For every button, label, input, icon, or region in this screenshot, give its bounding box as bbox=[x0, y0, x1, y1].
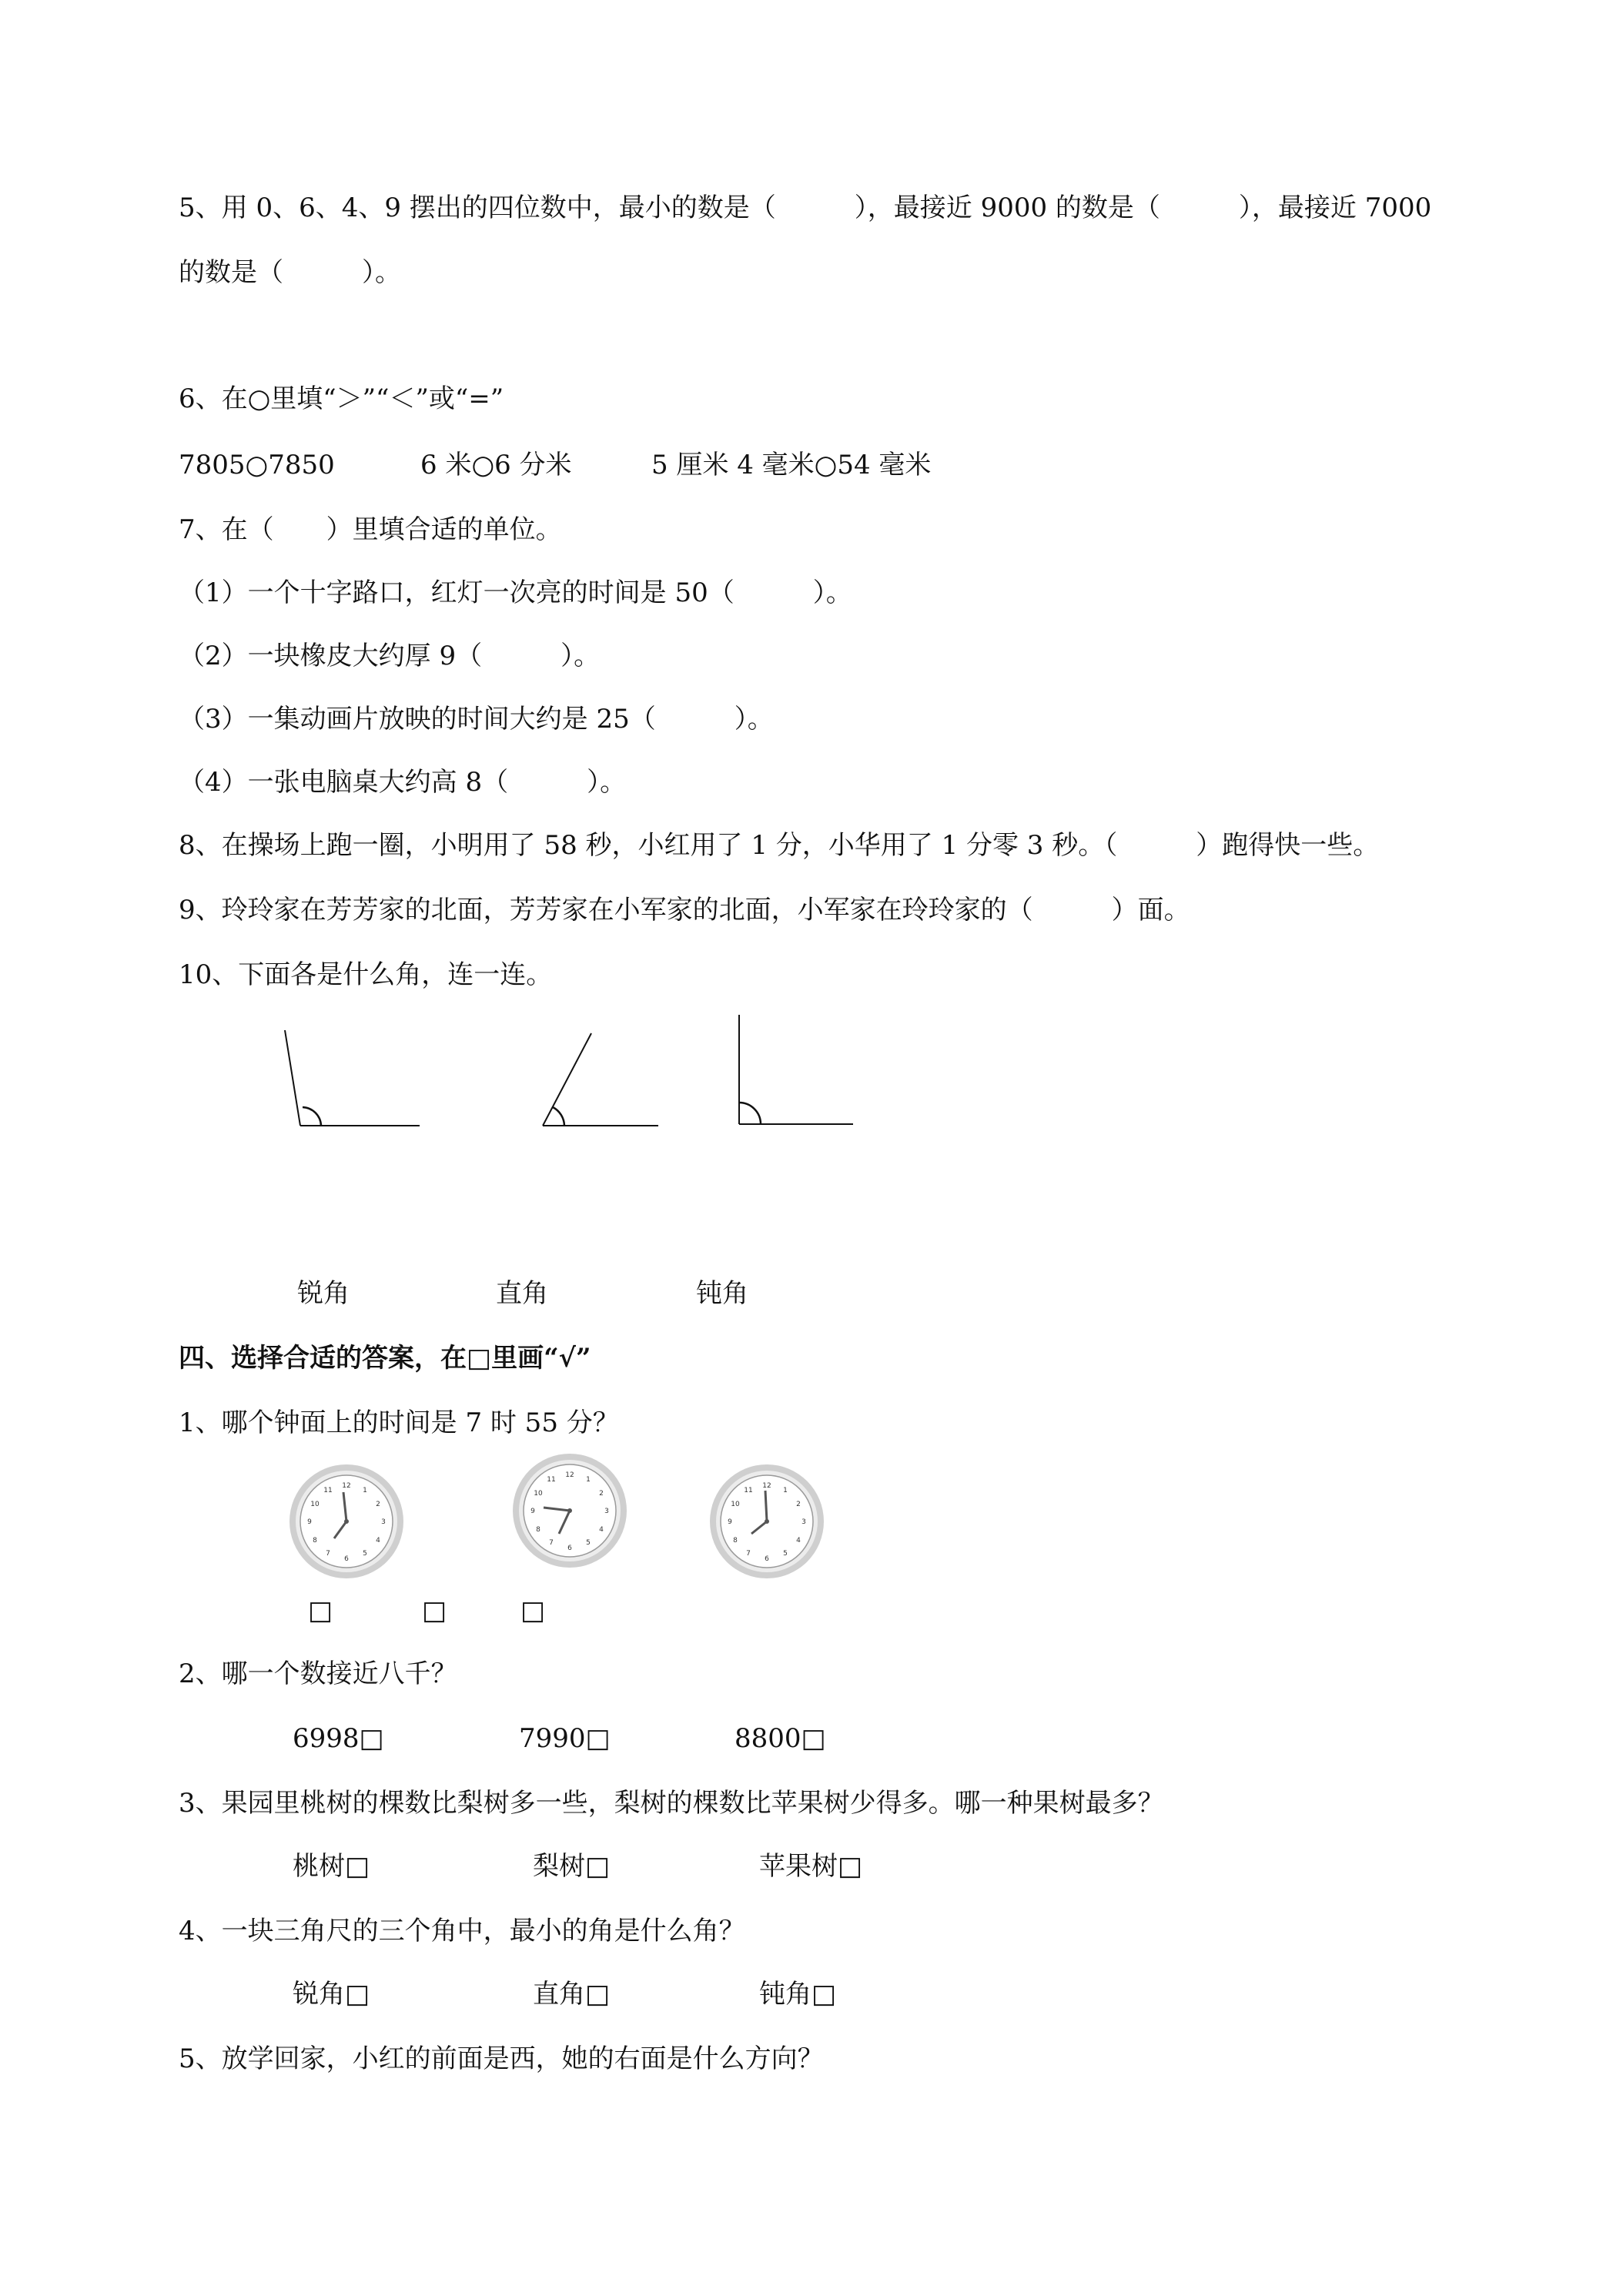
acute-angle-figure bbox=[531, 1024, 685, 1140]
svg-text:6: 6 bbox=[344, 1555, 349, 1563]
p4-q4-text: 4、一块三角尺的三个角中，最小的角是什么角？ bbox=[179, 1916, 745, 1946]
clock-face-2 bbox=[510, 1451, 630, 1571]
svg-text:10: 10 bbox=[731, 1501, 740, 1508]
svg-text:4: 4 bbox=[376, 1537, 380, 1545]
svg-text:9: 9 bbox=[307, 1518, 312, 1526]
svg-text:3: 3 bbox=[801, 1518, 806, 1526]
svg-text:3: 3 bbox=[381, 1518, 386, 1526]
obtuse-angle-figure bbox=[269, 1024, 423, 1140]
q10-label-obtuse: 钝角 bbox=[696, 1278, 748, 1309]
q6-item-1: 7805○7850 bbox=[179, 450, 335, 480]
clock-face-3 bbox=[707, 1461, 827, 1581]
q10-label-right: 直角 bbox=[496, 1278, 548, 1309]
svg-text:8: 8 bbox=[313, 1537, 317, 1545]
q8-text: 8、在操场上跑一圈，小明用了 58 秒，小红用了 1 分，小华用了 1 分零 3 秒。（ ）跑得快一些。 bbox=[179, 830, 1380, 861]
svg-text:2: 2 bbox=[599, 1490, 604, 1498]
q10-text: 10、下面各是什么角，连一连。 bbox=[179, 959, 553, 990]
q6-text: 6、在○里填“＞”“＜”或“=” bbox=[179, 383, 504, 414]
q10-label-acute: 锐角 bbox=[297, 1278, 350, 1309]
q6-item-2: 6 米○6 分米 bbox=[420, 450, 572, 480]
q7-sub-4: （4）一张电脑桌大约高 8（ ）。 bbox=[179, 767, 627, 798]
svg-text:1: 1 bbox=[586, 1476, 591, 1484]
svg-text:3: 3 bbox=[604, 1508, 609, 1515]
p4-q4-option-2[interactable]: 直角□ bbox=[533, 1979, 611, 2010]
p4-q5-text: 5、放学回家，小红的前面是西，她的右面是什么方向？ bbox=[179, 2043, 824, 2074]
svg-text:9: 9 bbox=[530, 1508, 535, 1515]
p4-q3-option-3[interactable]: 苹果树□ bbox=[759, 1851, 863, 1882]
svg-text:8: 8 bbox=[536, 1526, 540, 1534]
svg-text:4: 4 bbox=[599, 1526, 604, 1534]
p4-q2-option-1[interactable]: 6998□ bbox=[293, 1723, 384, 1754]
right-angle-figure bbox=[730, 1009, 884, 1140]
svg-text:8: 8 bbox=[733, 1537, 738, 1545]
svg-text:7: 7 bbox=[746, 1550, 751, 1558]
q9-text: 9、玲玲家在芳芳家的北面，芳芳家在小军家的北面，小军家在玲玲家的（ ）面。 bbox=[179, 895, 1190, 925]
svg-text:10: 10 bbox=[534, 1490, 543, 1498]
svg-text:2: 2 bbox=[376, 1501, 380, 1508]
clock-2-checkbox[interactable]: □ bbox=[422, 1595, 447, 1626]
svg-text:5: 5 bbox=[363, 1550, 367, 1558]
svg-text:1: 1 bbox=[363, 1487, 367, 1494]
q6-item-3: 5 厘米 4 毫米○54 毫米 bbox=[651, 450, 932, 480]
svg-text:11: 11 bbox=[547, 1476, 556, 1484]
svg-text:2: 2 bbox=[796, 1501, 801, 1508]
p4-q2-option-3[interactable]: 8800□ bbox=[735, 1723, 826, 1754]
svg-text:9: 9 bbox=[728, 1518, 732, 1526]
p4-q2-option-2[interactable]: 7990□ bbox=[519, 1723, 611, 1754]
p4-q1-text: 1、哪个钟面上的时间是 7 时 55 分？ bbox=[179, 1407, 619, 1438]
svg-text:4: 4 bbox=[796, 1537, 801, 1545]
clock-1-checkbox[interactable]: □ bbox=[308, 1595, 333, 1626]
p4-q2-text: 2、哪一个数接近八千？ bbox=[179, 1658, 457, 1689]
q7-sub-3: （3）一集动画片放映的时间大约是 25（ ）。 bbox=[179, 704, 774, 735]
p4-q3-text: 3、果园里桃树的棵数比梨树多一些，梨树的棵数比苹果树少得多。哪一种果树最多？ bbox=[179, 1788, 1164, 1819]
p4-q4-option-3[interactable]: 钝角□ bbox=[759, 1979, 837, 2010]
svg-text:6: 6 bbox=[567, 1545, 572, 1552]
svg-text:1: 1 bbox=[783, 1487, 788, 1494]
svg-text:5: 5 bbox=[783, 1550, 788, 1558]
svg-text:7: 7 bbox=[326, 1550, 330, 1558]
p4-q3-option-2[interactable]: 梨树□ bbox=[533, 1851, 611, 1882]
svg-text:6: 6 bbox=[765, 1555, 769, 1563]
svg-text:7: 7 bbox=[549, 1539, 554, 1547]
clock-3-checkbox[interactable]: □ bbox=[520, 1595, 546, 1626]
svg-text:12: 12 bbox=[762, 1482, 771, 1490]
q5-line2: 的数是（ ）。 bbox=[179, 257, 401, 288]
svg-text:11: 11 bbox=[744, 1487, 753, 1494]
p4-q4-option-1[interactable]: 锐角□ bbox=[293, 1979, 370, 2010]
svg-text:5: 5 bbox=[586, 1539, 591, 1547]
svg-text:12: 12 bbox=[565, 1471, 574, 1479]
svg-text:10: 10 bbox=[310, 1501, 320, 1508]
q7-sub-1: （1）一个十字路口，红灯一次亮的时间是 50（ ）。 bbox=[179, 577, 852, 608]
part4-heading: 四、选择合适的答案，在□里画“√” bbox=[179, 1343, 591, 1374]
q7-sub-2: （2）一块橡皮大约厚 9（ ）。 bbox=[179, 641, 601, 671]
svg-text:12: 12 bbox=[342, 1482, 351, 1490]
q7-text: 7、在（ ）里填合适的单位。 bbox=[179, 514, 562, 545]
svg-text:11: 11 bbox=[323, 1487, 333, 1494]
p4-q3-option-1[interactable]: 桃树□ bbox=[293, 1851, 370, 1882]
clock-face-1 bbox=[286, 1461, 407, 1581]
q5-line1: 5、用 0、6、4、9 摆出的四位数中，最小的数是（ ），最接近 9000 的数是（ ），最接近 7000 bbox=[179, 192, 1432, 223]
